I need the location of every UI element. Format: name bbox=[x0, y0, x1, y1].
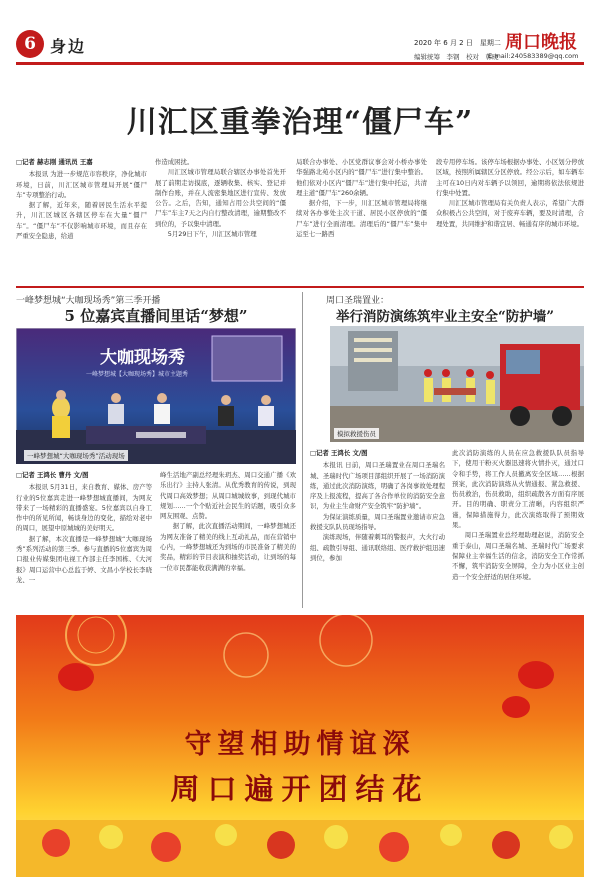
article1-column-1 bbox=[16, 157, 147, 281]
section-divider bbox=[16, 286, 584, 288]
article2-paragraph: 据了解，此次直播活动期间，一峰梦想城还为网友准备了精美的线上互动礼品，而在营销中心内，一峰梦想城还为到场的市民准备了精美的奖品，精彩的节目表演和抽奖活动，让到场的每一位市民都能收获满满的幸福。 bbox=[160, 522, 296, 572]
live-broadcast-photo bbox=[16, 328, 296, 464]
issue-date: 2020 年 6 月 2 日 星期二 bbox=[414, 39, 501, 47]
section-name: 身边 bbox=[50, 37, 87, 56]
column-divider bbox=[302, 292, 303, 608]
article3-headline: 举行消防演练筑牢业主安全“防护墙” bbox=[335, 309, 555, 325]
article3-column-2 bbox=[452, 448, 584, 610]
masthead bbox=[0, 0, 600, 72]
article2-paragraph: 本报讯 5月31日，来自教育、媒体、房产等行业的5位嘉宾走进一峰梦想城直播间，为网友带来了一场精彩的直播盛宴。5位嘉宾以自身工作中的所见所闻，畅谈身边的变化，描绘对老中的周口，展望中原城城的美好明天。 bbox=[16, 483, 152, 533]
header-rule bbox=[16, 62, 584, 65]
article3-paragraph: 为保证演练质量，周口圣瑞置业邀请市应急救援支队队员现场指导。 bbox=[310, 512, 445, 532]
article1-paragraph: 川汇区城市管理局联合辖区办事处首先开展了前期走访摸底，逐辆收集、核实、登记并制作台账，并在人流密集地区进行宣传、发放公告。之后，告知，通知占用公共空间的“僵尸车”车主7天之内自行整改清理，逾期整改不到位的，予以集中清理。 bbox=[155, 168, 286, 228]
article1-paragraph: 5月29日下午，川汇区城市管理 bbox=[167, 230, 257, 239]
article1-column-3 bbox=[296, 157, 427, 281]
banner-slogan-line-2: 周口遍开团结花 bbox=[170, 772, 430, 806]
article2-photo-caption: 一峰梦想城“大咖现场秀”活动现场 bbox=[24, 450, 128, 461]
article1-paragraph: 据介绍，下一步，川汇区城市管理局将继续对各办事处主次干道、居民小区停放的“僵尸车”进行全面清理。清理后的“僵尸车”集中运至七一路西 bbox=[296, 199, 427, 239]
article1-paragraph: 据了解，近年来，随着居民生活水平提升，川汇区城区各辖区停车在大量“僵尸车”。“僵尸车”不仅影响城市环境，而且存在严重安全隐患，给道 bbox=[16, 201, 147, 241]
article2-column-1 bbox=[16, 470, 152, 610]
article3-paragraph: 演练现场，伴随着刺耳的警报声，大火行动组、疏散引导组、通讯联络组、医疗救护组迅速到位，参加 bbox=[310, 533, 445, 562]
article1-paragraph: 本报讯 为进一步规范市容秩序，净化城市环境，日前，川汇区城市管理局开展“僵尸车”专项整治行动。 bbox=[16, 170, 147, 199]
article1-byline: □记者 赫志刚 通讯员 王嘉 bbox=[16, 158, 93, 166]
banner-slogan-line-1: 守望相助情谊深 bbox=[184, 729, 416, 760]
article3-paragraph: 本报讯 日前，周口圣瑞置业在周口圣瑞名城、圣瑞时代广场项目部组织开展了一场消防演练，通过此次消防演练，明确了各岗事故处理程序及上报流程，提高了各合作单位的消防安全意识，为业主生命财产安全筑牢“防护墙”。 bbox=[310, 461, 445, 511]
article2-byline: □记者 王鸿长 曹丹 文/图 bbox=[16, 471, 89, 479]
article1-paragraph: 川汇区城市管理局有关负责人表示，希望广大群众积极占公共空间，对于废弃车辆，要及时清理，合理处置，共同维护和谐宜居、畅通有序的城市环境。 bbox=[436, 199, 584, 228]
article3-column-1 bbox=[310, 448, 445, 610]
article1-paragraph: 作造成困扰。 bbox=[155, 158, 194, 166]
page-number-badge: 6 bbox=[16, 30, 44, 58]
article1-paragraph: 段专用停车场。该停车场根据办事处、小区划分停放区域，按照所属辖区分区停放。经公示后，如车辆车主可在10日内对车辆予以领回，逾期将依法依规进行集中处置。 bbox=[436, 158, 584, 197]
article2-column-2 bbox=[160, 470, 296, 610]
stage-title: 大咖现场秀 bbox=[100, 348, 185, 368]
article3-kicker: 周口圣瑞置业： bbox=[326, 296, 390, 306]
stage-subtitle: 一峰梦想城【大咖现场秀】城市主题秀 bbox=[86, 371, 189, 378]
article3-photo-caption: 模拟救援伤员 bbox=[334, 428, 379, 439]
article1-column-2 bbox=[155, 157, 286, 281]
newspaper-logo: 周口晚报 bbox=[505, 32, 577, 53]
article2-paragraph: 峰生活地产副总经理朱玥杰、周口交通广播《欢乐出行》主持人张清。从优秀教育的传说，到现代周口高效梦想；从周口城城故事，到现代城市规划……一个个贴近社会民生的话题，吸引众多网友围观、点赞。 bbox=[160, 471, 296, 521]
fire-drill-photo bbox=[330, 326, 584, 442]
article2-kicker: 一峰梦想城“大咖现场秀”第三季开播 bbox=[16, 296, 161, 306]
article2-paragraph: 据了解，本次直播是一峰梦想城“大咖现场秀”系列活动的第三季。参与直播的5位嘉宾为周口报业传媒集团电视工作部主任李国栋、《大河报》周口运营中心总监于婷、文昌小学校长李晓龙、一 bbox=[16, 534, 152, 584]
editor-credits: 编辑统筹 李钢 校对 韩晓 bbox=[414, 53, 499, 61]
article3-paragraph: 此次消防演练的人员在应急救援队队员指导下，使用干粉灭火器迅速将火情扑灭，通过口令和手势，将工作人员撤离安全区域……根据预案，此次消防演练从火情通报、紧急救援、伤员救治，伤员救助，组织疏散各方面有序展开。目的明确、职责分工清晰，内容组织严谨，保障措施得力，此次演练取得了预期效果。 bbox=[452, 449, 584, 530]
article2-headline: 5 位嘉宾直播间里话“梦想” bbox=[64, 307, 248, 325]
article2-photo bbox=[16, 328, 296, 464]
article1-headline: 川汇区重拳治理“僵尸车” bbox=[126, 105, 474, 140]
article1-paragraph: 局联合办事处、小区党群议事会对小桥办事处华强路北苑小区内的“僵尸车”进行集中整治。他们依对小区内“僵尸车”进行集中托运，共清理主道“僵尸车”260余辆。 bbox=[296, 158, 427, 197]
article1-column-4 bbox=[436, 157, 584, 281]
contact-email: E-mail:240583389@qq.com bbox=[488, 52, 579, 60]
unity-banner bbox=[16, 615, 584, 877]
article3-photo bbox=[330, 326, 584, 442]
article3-byline: □记者 王鸿长 文/图 bbox=[310, 449, 368, 457]
article3-paragraph: 周口圣瑞置业总经理助理赵说，消防安全重于泰山，周口圣瑞名城、圣瑞时代广场要求保障业主幸福生活的信念，消防安全工作常抓不懈，筑牢消防安全屏障，全力为小区业主创造一个安全舒适的居住环境。 bbox=[452, 531, 584, 581]
